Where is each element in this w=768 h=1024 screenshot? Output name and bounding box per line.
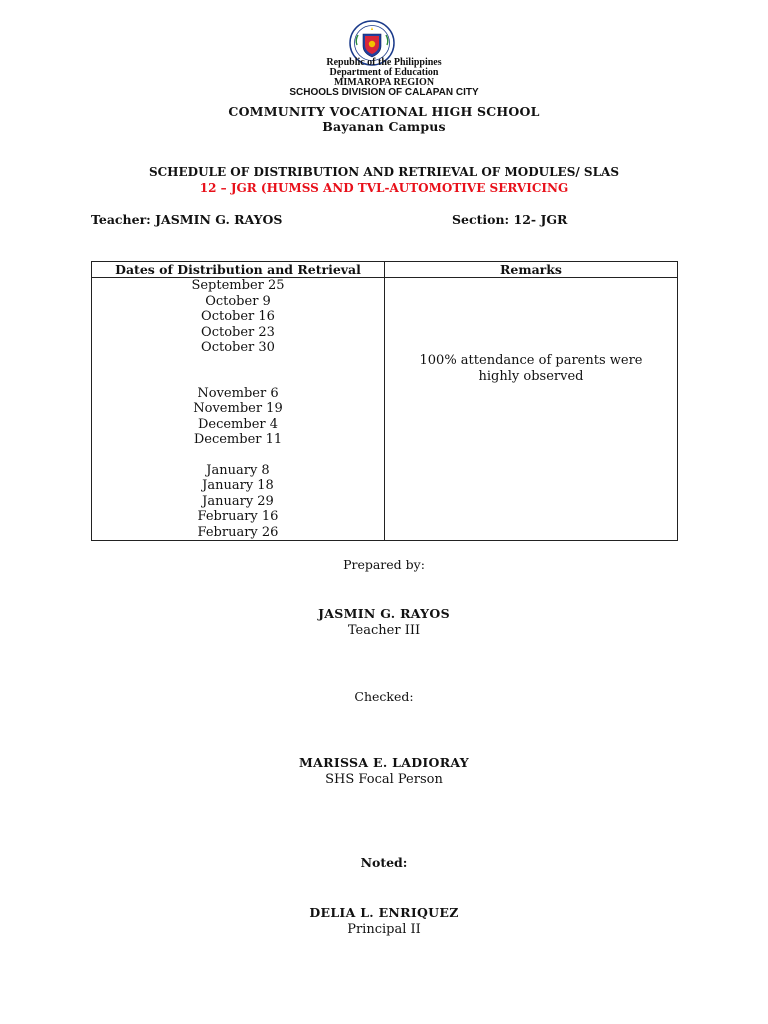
document-title: SCHEDULE OF DISTRIBUTION AND RETRIEVAL OF MODULES/ SLAS [148, 165, 620, 179]
checked-title: SHS Focal Person [325, 772, 443, 787]
remarks-cell [385, 278, 678, 541]
date-item: October 9 [205, 293, 271, 309]
date-item: January 8 [206, 462, 270, 478]
date-item: February 16 [197, 509, 279, 524]
remarks-line: highly observed [478, 369, 584, 384]
date-item: December 4 [197, 416, 279, 432]
date-item: December 11 [193, 432, 283, 447]
dates-cell [92, 278, 385, 541]
table-row [92, 278, 678, 541]
date-item: October 30 [201, 340, 275, 355]
date-item: November 19 [193, 401, 283, 416]
date-item: January 18 [202, 478, 274, 493]
noted-title: Principal II [347, 922, 421, 937]
table-header-row [92, 262, 678, 278]
checked-name: MARISSA E. LADIORAY [299, 755, 469, 770]
noted-name: DELIA L. ENRIQUEZ [309, 905, 459, 920]
school-campus: Bayanan Campus [322, 119, 446, 134]
date-item: February 26 [197, 524, 279, 540]
date-item: October 23 [201, 324, 275, 340]
date-item: November 6 [197, 385, 279, 401]
date-item: January 29 [202, 493, 274, 509]
prepared-name: JASMIN G. RAYOS [318, 606, 450, 621]
header-region: MIMAROPA REGION [333, 77, 435, 88]
remarks-line: 100% attendance of parents were [419, 353, 643, 368]
date-item: October 16 [201, 309, 275, 324]
header-dates: Dates of Distribution and Retrieval [92, 262, 385, 278]
header-republic: Republic of the Philippines [326, 57, 442, 68]
header-division: SCHOOLS DIVISION OF CALAPAN CITY [289, 87, 479, 98]
schedule-table [91, 261, 678, 541]
section-line: Section: 12- JGR [452, 212, 568, 227]
teacher-line: Teacher: JASMIN G. RAYOS [91, 212, 283, 227]
date-item: September 25 [191, 278, 285, 293]
prepared-title: Teacher III [347, 623, 421, 638]
header-remarks: Remarks [385, 262, 678, 278]
document-subtitle: 12 – JGR (HUMSS AND TVL-AUTOMOTIVE SERVICING [199, 181, 569, 195]
header-department: Department of Education [329, 67, 439, 78]
noted-label: Noted: [360, 855, 408, 870]
prepared-label: Prepared by: [343, 557, 425, 572]
school-name: COMMUNITY VOCATIONAL HIGH SCHOOL [228, 104, 540, 119]
checked-label: Checked: [354, 689, 414, 704]
